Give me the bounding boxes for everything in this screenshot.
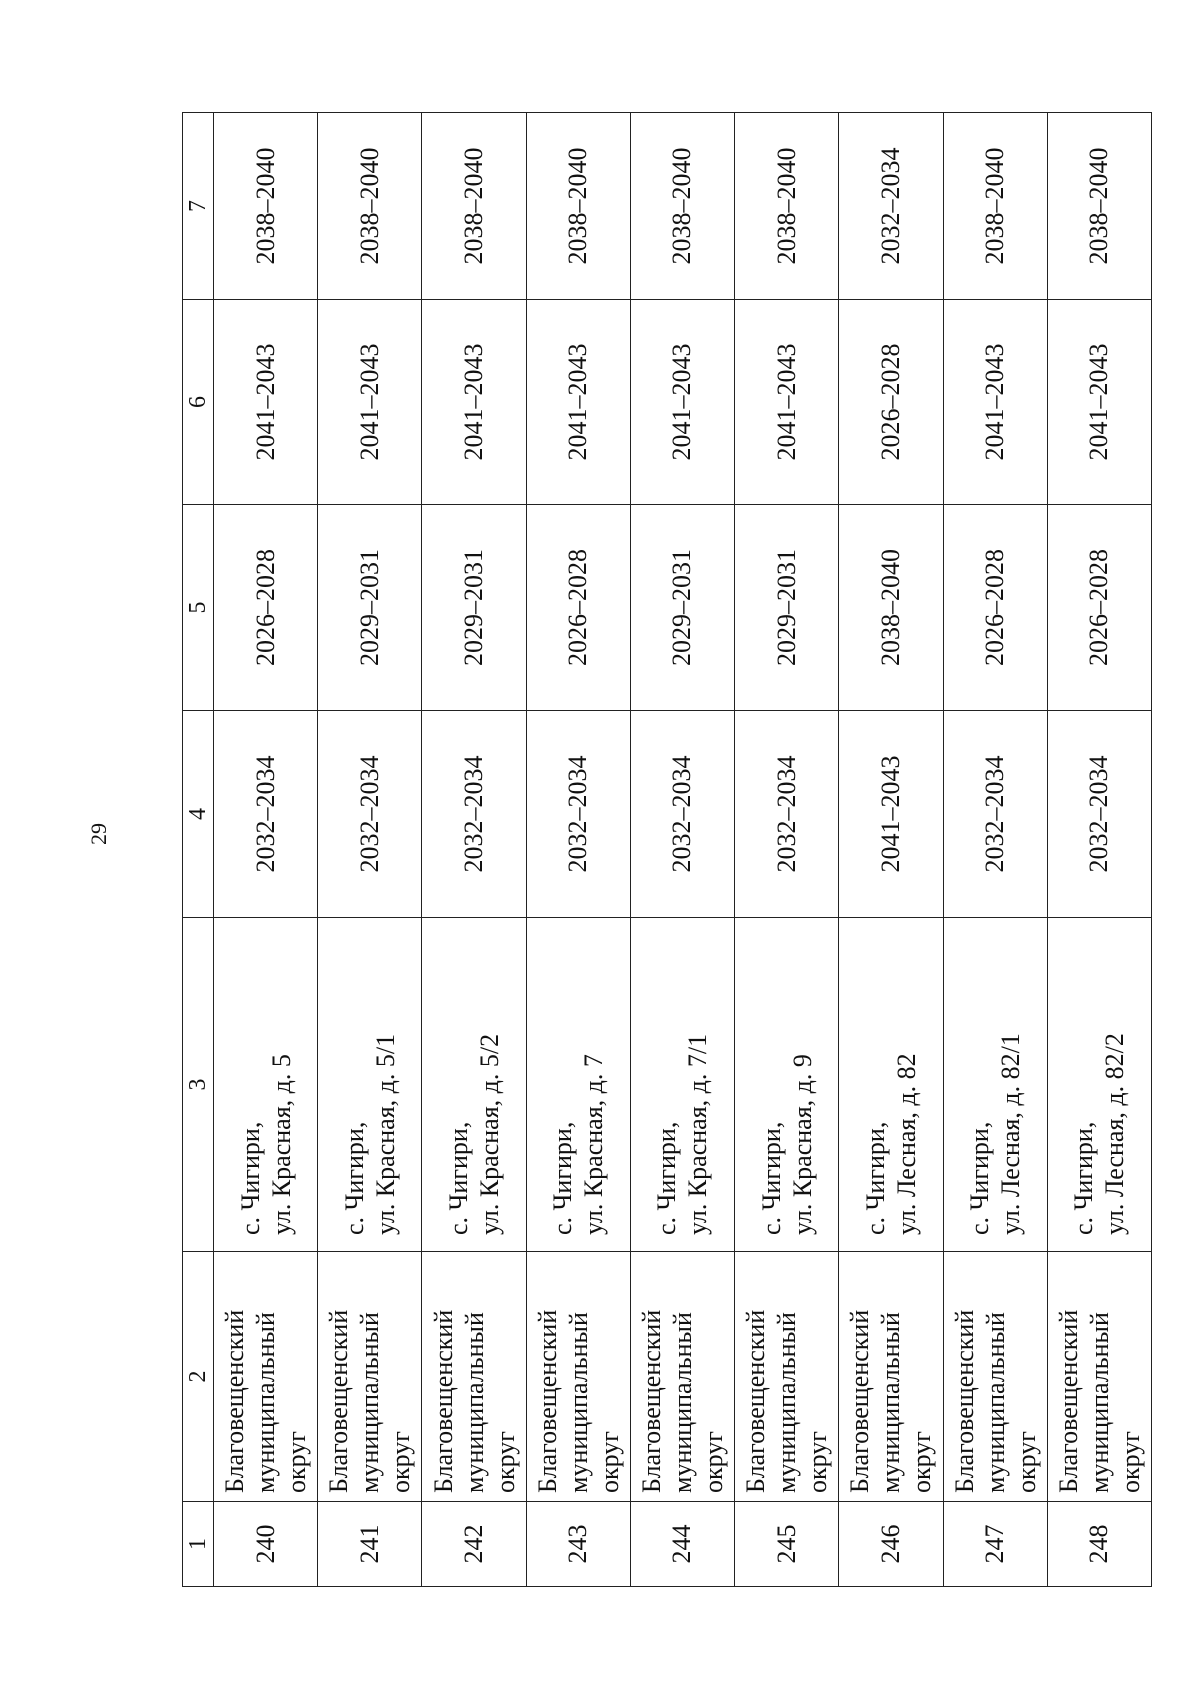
district-cell-text: округ — [698, 1431, 728, 1493]
district-cell — [422, 1252, 526, 1502]
period-cell-5-text: 2026–2028 — [980, 549, 1010, 666]
table-row — [214, 113, 318, 1587]
row-number-cell — [526, 1502, 630, 1587]
district-cell-text: округ — [907, 1431, 937, 1493]
district-cell — [214, 1252, 318, 1502]
district-cell — [1047, 1252, 1151, 1502]
column-header: 1 — [183, 1502, 214, 1587]
address-cell-text: ул. Красная, д. 9 — [787, 1054, 817, 1235]
period-cell-6 — [943, 300, 1047, 505]
period-cell-4 — [839, 711, 943, 918]
address-cell — [839, 918, 943, 1252]
column-header: 5 — [183, 505, 214, 711]
table-row — [526, 113, 630, 1587]
table-row — [318, 113, 422, 1587]
period-cell-4 — [943, 711, 1047, 918]
period-cell-7 — [839, 113, 943, 300]
address-cell-text: ул. Лесная, д. 82/1 — [996, 1033, 1026, 1235]
address-cell — [1047, 918, 1151, 1252]
address-cell-text: с. Чигири, — [339, 1121, 369, 1235]
period-cell-7 — [214, 113, 318, 300]
period-cell-5 — [318, 505, 422, 711]
district-cell-text: округ — [1115, 1431, 1145, 1493]
period-cell-7 — [318, 113, 422, 300]
row-number-cell-text: 245 — [771, 1524, 801, 1564]
address-cell — [526, 918, 630, 1252]
period-cell-5-text: 2029–2031 — [354, 549, 384, 666]
period-cell-6 — [735, 300, 839, 505]
period-cell-4-text: 2032–2034 — [354, 755, 384, 873]
period-cell-6-text: 2026–2028 — [875, 343, 905, 461]
address-cell-text: ул. Красная, д. 5 — [266, 1054, 296, 1235]
table-row — [943, 113, 1047, 1587]
period-cell-6 — [214, 300, 318, 505]
column-header: 6 — [183, 300, 214, 505]
district-cell-text: Благовещенский — [324, 1309, 354, 1493]
period-cell-6-text: 2041–2043 — [1084, 343, 1114, 461]
period-cell-6-text: 2041–2043 — [563, 343, 593, 461]
column-header: 2 — [183, 1252, 214, 1502]
period-cell-4-text: 2032–2034 — [980, 755, 1010, 873]
district-cell-text: муниципальный — [563, 1312, 593, 1493]
table-container — [182, 113, 1152, 1587]
district-cell-text: Благовещенский — [532, 1309, 562, 1493]
column-header: 3 — [183, 918, 214, 1252]
address-cell-text: ул. Красная, д. 7 — [579, 1054, 609, 1235]
address-cell — [943, 918, 1047, 1252]
period-cell-6-text: 2041–2043 — [459, 343, 489, 461]
address-cell-text: с. Чигири, — [965, 1121, 995, 1235]
period-cell-5 — [1047, 505, 1151, 711]
period-cell-7-text: 2038–2040 — [980, 147, 1010, 265]
row-number-cell-text: 248 — [1084, 1524, 1114, 1564]
period-cell-6 — [526, 300, 630, 505]
period-cell-4-text: 2032–2034 — [563, 755, 593, 873]
period-cell-6 — [318, 300, 422, 505]
district-cell-text: округ — [803, 1431, 833, 1493]
district-cell-text: муниципальный — [667, 1312, 697, 1493]
table-row — [1047, 113, 1151, 1587]
address-cell-text: с. Чигири, — [860, 1121, 890, 1235]
table-row — [422, 113, 526, 1587]
district-cell — [735, 1252, 839, 1502]
row-number-cell — [1047, 1502, 1151, 1587]
district-cell-text: Благовещенский — [845, 1309, 875, 1493]
period-cell-4 — [422, 711, 526, 918]
period-cell-5 — [630, 505, 734, 711]
period-cell-5 — [422, 505, 526, 711]
district-cell-text: Благовещенский — [741, 1309, 771, 1493]
period-cell-7 — [526, 113, 630, 300]
period-cell-7-text: 2038–2040 — [354, 147, 384, 265]
schedule-table — [182, 112, 1152, 1587]
address-cell-text: с. Чигири, — [756, 1121, 786, 1235]
row-number-cell-text: 244 — [667, 1524, 697, 1564]
district-cell-text: Благовещенский — [220, 1309, 250, 1493]
district-cell — [943, 1252, 1047, 1502]
address-cell-text: с. Чигири, — [652, 1121, 682, 1235]
district-cell-text: Благовещенский — [428, 1309, 458, 1493]
period-cell-6 — [839, 300, 943, 505]
column-header: 7 — [183, 113, 214, 300]
address-cell-text: с. Чигири, — [548, 1121, 578, 1235]
address-cell-text: ул. Лесная, д. 82 — [891, 1053, 921, 1235]
period-cell-7 — [1047, 113, 1151, 300]
address-cell — [214, 918, 318, 1252]
district-cell-text: муниципальный — [251, 1312, 281, 1493]
page-number: 29 — [86, 823, 111, 845]
table-row — [630, 113, 734, 1587]
period-cell-7-text: 2038–2040 — [771, 147, 801, 265]
table-row — [735, 113, 839, 1587]
row-number-cell-text: 247 — [980, 1524, 1010, 1564]
row-number-cell-text: 242 — [459, 1524, 489, 1564]
period-cell-7-text: 2038–2040 — [459, 147, 489, 265]
address-cell — [735, 918, 839, 1252]
period-cell-7-text: 2038–2040 — [1084, 147, 1114, 265]
period-cell-4-text: 2032–2034 — [771, 755, 801, 873]
address-cell-text: с. Чигири, — [444, 1121, 474, 1235]
district-cell-text: муниципальный — [980, 1312, 1010, 1493]
row-number-cell-text: 241 — [354, 1524, 384, 1564]
period-cell-4-text: 2032–2034 — [250, 755, 280, 873]
period-cell-5 — [735, 505, 839, 711]
district-cell-text: Благовещенский — [949, 1309, 979, 1493]
row-number-cell — [422, 1502, 526, 1587]
table-body — [214, 113, 1152, 1587]
period-cell-7 — [422, 113, 526, 300]
row-number-cell-text: 243 — [563, 1524, 593, 1564]
district-cell-text: муниципальный — [772, 1312, 802, 1493]
address-cell-text: с. Чигири, — [235, 1121, 265, 1235]
period-cell-5 — [214, 505, 318, 711]
row-number-cell — [214, 1502, 318, 1587]
row-number-cell-text: 246 — [875, 1524, 905, 1564]
period-cell-4 — [630, 711, 734, 918]
row-number-cell — [630, 1502, 734, 1587]
address-cell-text: ул. Лесная, д. 82/2 — [1100, 1033, 1130, 1235]
period-cell-6 — [1047, 300, 1151, 505]
table-row — [839, 113, 943, 1587]
district-cell-text: округ — [282, 1431, 312, 1493]
district-cell — [839, 1252, 943, 1502]
address-cell — [318, 918, 422, 1252]
period-cell-5-text: 2026–2028 — [1084, 549, 1114, 666]
period-cell-6 — [422, 300, 526, 505]
period-cell-5 — [943, 505, 1047, 711]
period-cell-6-text: 2041–2043 — [354, 343, 384, 461]
period-cell-4-text: 2032–2034 — [667, 755, 697, 873]
row-number-cell — [318, 1502, 422, 1587]
district-cell-text: округ — [1011, 1431, 1041, 1493]
district-cell-text: Благовещенский — [636, 1309, 666, 1493]
period-cell-6-text: 2041–2043 — [771, 343, 801, 461]
district-cell-text: округ — [594, 1431, 624, 1493]
row-number-cell-text: 240 — [250, 1524, 280, 1564]
period-cell-7 — [943, 113, 1047, 300]
address-cell — [422, 918, 526, 1252]
period-cell-6-text: 2041–2043 — [980, 343, 1010, 461]
row-number-cell — [735, 1502, 839, 1587]
district-cell-text: округ — [386, 1431, 416, 1493]
table-header-row — [183, 113, 214, 1587]
period-cell-4-text: 2032–2034 — [459, 755, 489, 873]
row-number-cell — [839, 1502, 943, 1587]
district-cell — [526, 1252, 630, 1502]
period-cell-4 — [214, 711, 318, 918]
column-header: 4 — [183, 711, 214, 918]
district-cell-text: округ — [490, 1431, 520, 1493]
period-cell-6-text: 2041–2043 — [667, 343, 697, 461]
period-cell-5-text: 2026–2028 — [250, 549, 280, 666]
district-cell-text: муниципальный — [876, 1312, 906, 1493]
period-cell-5-text: 2026–2028 — [563, 549, 593, 666]
period-cell-5-text: 2038–2040 — [875, 549, 905, 666]
period-cell-4 — [318, 711, 422, 918]
period-cell-4 — [1047, 711, 1151, 918]
period-cell-5 — [839, 505, 943, 711]
period-cell-7-text: 2038–2040 — [563, 147, 593, 265]
period-cell-7 — [630, 113, 734, 300]
district-cell-text: муниципальный — [1084, 1312, 1114, 1493]
district-cell-text: муниципальный — [459, 1312, 489, 1493]
district-cell-text: муниципальный — [355, 1312, 385, 1493]
address-cell-text: с. Чигири, — [1069, 1121, 1099, 1235]
period-cell-7-text: 2038–2040 — [250, 147, 280, 265]
address-cell-text: ул. Красная, д. 5/2 — [475, 1033, 505, 1235]
period-cell-6-text: 2041–2043 — [250, 343, 280, 461]
period-cell-7-text: 2032–2034 — [875, 147, 905, 265]
period-cell-7 — [735, 113, 839, 300]
address-cell-text: ул. Красная, д. 5/1 — [370, 1033, 400, 1235]
district-cell — [318, 1252, 422, 1502]
period-cell-4-text: 2032–2034 — [1084, 755, 1114, 873]
address-cell — [630, 918, 734, 1252]
period-cell-4 — [735, 711, 839, 918]
period-cell-4-text: 2041–2043 — [875, 755, 905, 873]
period-cell-4 — [526, 711, 630, 918]
period-cell-5 — [526, 505, 630, 711]
district-cell — [630, 1252, 734, 1502]
address-cell-text: ул. Красная, д. 7/1 — [683, 1033, 713, 1235]
period-cell-5-text: 2029–2031 — [771, 549, 801, 666]
row-number-cell — [943, 1502, 1047, 1587]
period-cell-5-text: 2029–2031 — [459, 549, 489, 666]
period-cell-5-text: 2029–2031 — [667, 549, 697, 666]
period-cell-6 — [630, 300, 734, 505]
period-cell-7-text: 2038–2040 — [667, 147, 697, 265]
district-cell-text: Благовещенский — [1053, 1309, 1083, 1493]
